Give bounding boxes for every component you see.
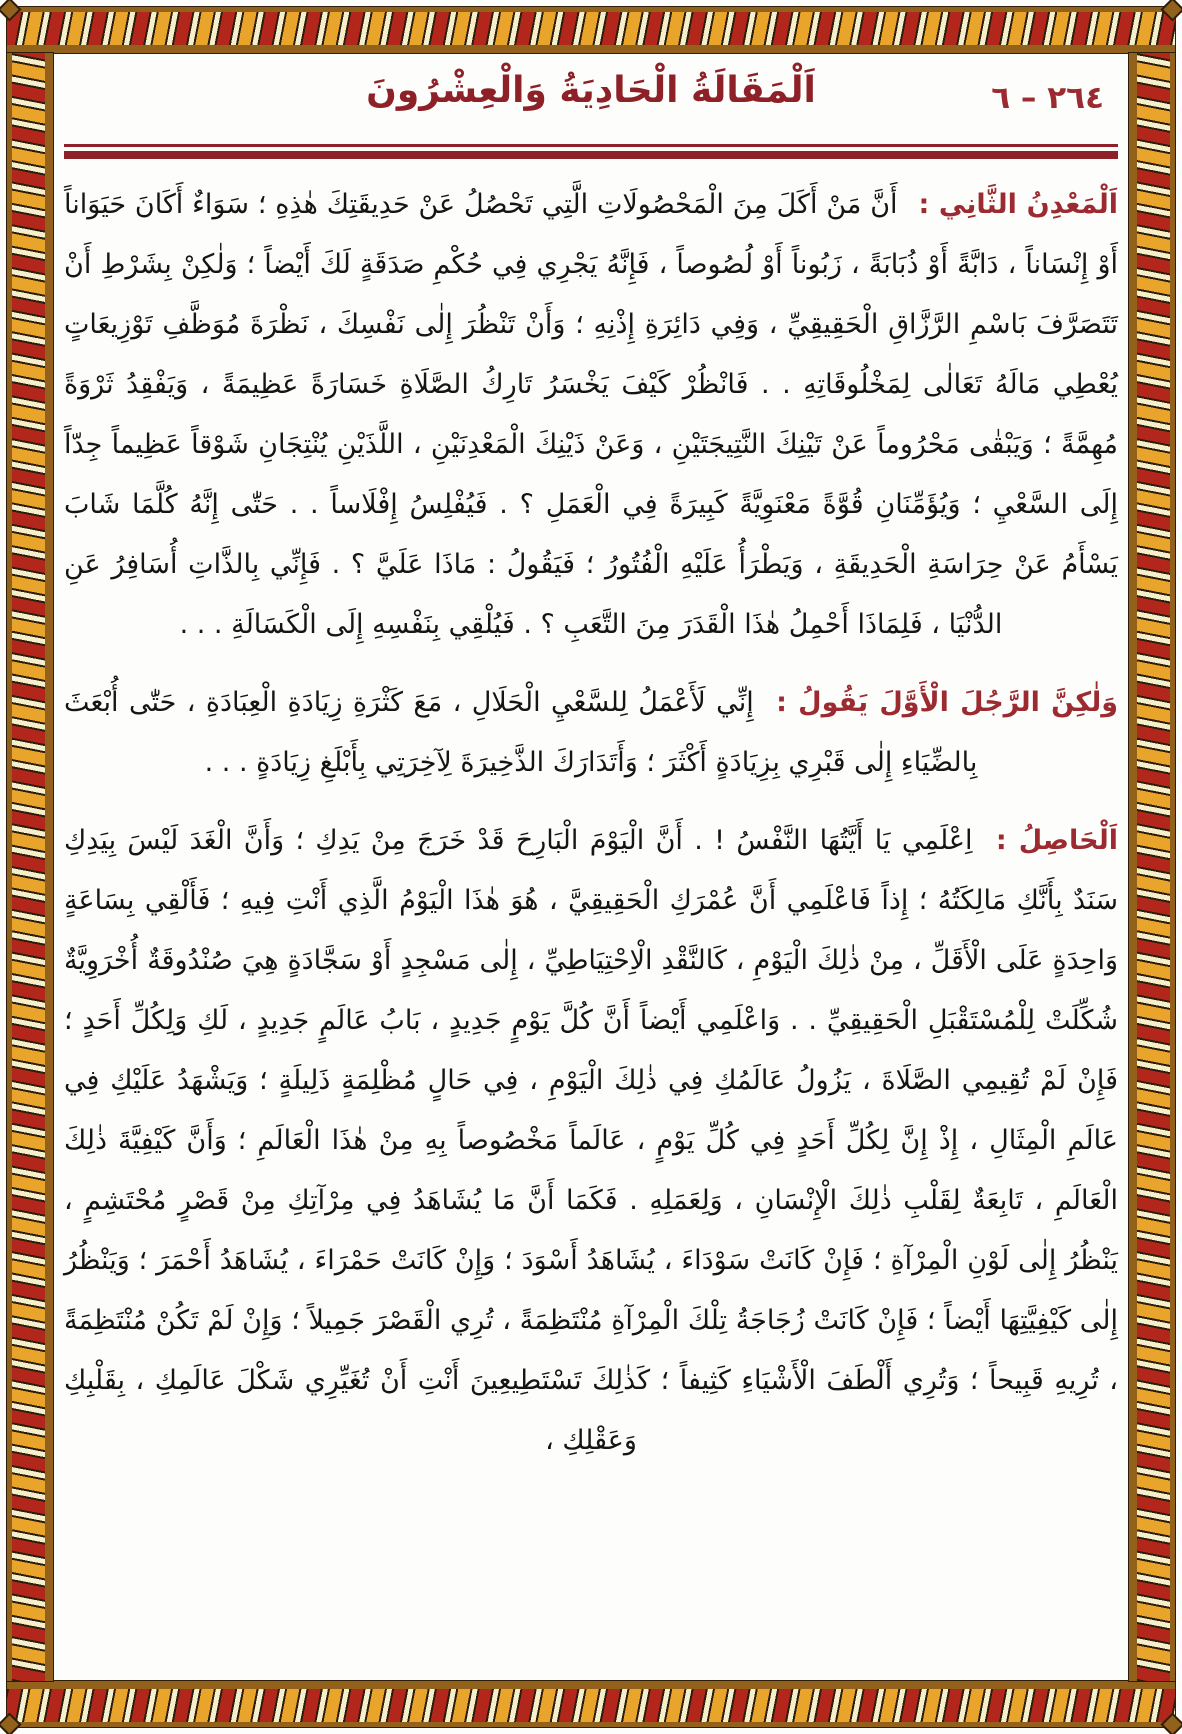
ornamental-border-left — [7, 53, 53, 1681]
paragraph-body: اِعْلَمِي يَا أَيَّتُهَا النَّفْسُ ! . أَنَّ الْيَوْمَ الْبَارِحَ قَدْ خَرَجَ مِنْ يَدِكِ ؛ وَأَنَّ الْغَدَ لَيْسَ بِيَدِكِ سَنَدٌ بِأَنَّكِ مَالِكَتُهُ ؛ إِذاً فَاعْلَمِي أَنَّ عُمْرَكِ الْحَقِيقِيَّ ، هُوَ هٰذَا الْيَوْمُ الَّذِي أَنْتِ فِيهِ ؛ فَأَلْقِي بِسَاعَةٍ وَاحِدَةٍ عَلَى الْأَقَلِّ ، مِنْ ذٰلِكَ الْيَوْمِ ، كَالنَّقْدِ الْاِحْتِيَاطِيِّ ، إِلٰى مَسْجِدٍ أَوْ سَجَّادَةٍ هِيَ صُنْدُوقَةٌ أُخْرَوِيَّةٌ شُكِّلَتْ لِلْمُسْتَقْبَلِ الْحَقِيقِيِّ . . وَاعْلَمِي أَيْضاً أَنَّ كُلَّ يَوْمٍ جَدِيدٍ ، بَابُ عَالَمٍ جَدِيدٍ ، لَكِ وَلِكُلِّ أَحَدٍ ؛ فَإِنْ لَمْ تُقِيمِي الصَّلَاةَ ، يَزُولُ عَالَمُكِ فِي ذٰلِكَ الْيَوْمِ ، فِي حَالٍ مُظْلِمَةٍ ذَلِيلَةٍ ؛ وَيَشْهَدُ عَلَيْكِ فِي عَالَمِ الْمِثَالِ ، إِذْ إِنَّ لِكُلِّ أَحَدٍ فِي كُلِّ يَوْمٍ ، عَالَماً مَخْصُوصاً بِهِ مِنْ هٰذَا الْعَالَمِ ؛ وَأَنَّ كَيْفِيَّةَ ذٰلِكَ الْعَالَمِ ، تَابِعَةٌ لِقَلْبِ ذٰلِكَ الْإِنْسَانِ ، وَلِعَمَلِهِ . فَكَمَا أَنَّ مَا يُشَاهَدُ فِي مِرْآتِكِ مِنْ قَصْرٍ مُحْتَشِمٍ ، يَنْظُرُ إِلٰى لَوْنِ الْمِرْآةِ ؛ فَإِنْ كَانَتْ سَوْدَاءَ ، يُشَاهَدُ أَسْوَدَ ؛ وَإِنْ كَانَتْ حَمْرَاءَ ، يُشَاهَدُ أَحْمَرَ ؛ وَيَنْظُرُ إِلٰى كَيْفِيَّتِهَا أَيْضاً ؛ فَإِنْ كَانَتْ زُجَاجَةُ تِلْكَ الْمِرْآةِ مُنْتَظِمَةً ، تُرِي الْقَصْرَ جَمِيلاً ؛ وَإِنْ لَمْ تَكُنْ مُنْتَظِمَةً ، تُرِيهِ قَبِيحاً ؛ وَتُرِي أَلْطَفَ الْأَشْيَاءِ كَثِيفاً ؛ كَذٰلِكَ تَسْتَطِيعِينَ أَنْتِ أَنْ تُغَيِّرِي شَكْلَ عَالَمِكِ ، بِقَلْبِكِ وَعَقْلِكِ ، — [64, 825, 1118, 1456]
paragraph-lead: اَلْحَاصِلُ : — [995, 825, 1118, 856]
page-number: ٢٦٤ – ٦ — [991, 80, 1104, 116]
paragraph-body: إِنِّي لَأَعْمَلُ لِلسَّعْيِ الْحَلَالِ ، مَعَ كَثْرَةِ زِيَادَةِ الْعِبَادَةِ ، حَتّٰى أُبْعَثَ بِالضِّيَاءِ إِلٰى قَبْرِي بِزِيَادَةٍ أَكْثَرَ ؛ وَأَتَدَارَكَ الذَّخِيرَةَ لِآخِرَتِي بِأَبْلَغِ زِيَادَةٍ . . . — [64, 687, 978, 778]
paragraph-body: أَنَّ مَنْ أَكَلَ مِنَ الْمَحْصُولَاتِ الَّتِي تَحْصُلُ عَنْ حَدِيقَتِكَ هٰذِهِ ؛ سَوَاءٌ أَكَانَ حَيَوَاناً أَوْ إِنْسَاناً ، دَابَّةً أَوْ ذُبَابَةً ، زَبُوناً أَوْ لُصُوصاً ، فَإِنَّهُ يَجْرِي فِي حُكْمِ صَدَقَةٍ لَكَ أَيْضاً ؛ وَلٰكِنْ بِشَرْطِ أَنْ تَتَصَرَّفَ بَاسْمِ الرَّزَّاقِ الْحَقِيقِيِّ ، وَفِي دَائِرَةِ إِذْنِهِ ؛ وَأَنْ تَنْظُرَ إِلٰى نَفْسِكَ ، نَظْرَةَ مُوَظَّفِ تَوْزِيعَاتٍ يُعْطِي مَالَهُ تَعَالٰى لِمَخْلُوقَاتِهِ . . فَانْظُرْ كَيْفَ يَخْسَرُ تَارِكُ الصَّلَاةِ خَسَارَةً عَظِيمَةً ، وَيَفْقِدُ ثَرْوَةً مُهِمَّةً ؛ وَيَبْقٰى مَحْرُوماً عَنْ تَيْنِكَ النَّتِيجَتَيْنِ ، وَعَنْ ذَيْنِكَ الْمَعْدِنَيْنِ ، اللَّذَيْنِ يُنْتِجَانِ شَوْقاً عَظِيماً جِدّاً إِلَى السَّعْيِ ؛ وَيُؤَمِّنَانِ قُوَّةً مَعْنَوِيَّةً كَبِيرَةً فِي الْعَمَلِ ؟ . فَيُفْلِسُ إِفْلَاساً . . حَتّٰى إِنَّهُ كُلَّمَا شَابَ يَسْأَمُ عَنْ حِرَاسَةِ الْحَدِيقَةِ ، وَيَطْرَأُ عَلَيْهِ الْفُتُورُ ؛ فَيَقُولُ : مَاذَا عَلَيَّ ؟ . فَإِنِّي بِالذَّاتِ أُسَافِرُ عَنِ الدُّنْيَا ، فَلِمَاذَا أَحْمِلُ هٰذَا الْقَدَرَ مِنَ التَّعَبِ ؟ . فَيُلْقِي بِنَفْسِهِ إِلَى الْكَسَالَةِ . . . — [64, 189, 1118, 640]
paragraph-lead: اَلْمَعْدِنُ الثَّانِي : — [918, 189, 1118, 220]
page-content — [64, 58, 1118, 1676]
header-rule — [64, 144, 1118, 159]
header-rule-thick-line — [64, 151, 1118, 159]
ornamental-border-right — [1129, 53, 1175, 1681]
ornamental-border-bottom — [7, 1681, 1175, 1727]
page-header — [64, 58, 1118, 144]
ornamental-border-top — [7, 7, 1175, 53]
page-title: اَلْمَقَالَةُ الْحَادِيَةُ وَالْعِشْرُونَ — [366, 70, 816, 111]
paragraph-second-mine — [64, 175, 1118, 655]
paragraph-lead: وَلٰكِنَّ الرَّجُلَ الْأَوَّلَ يَقُولُ : — [776, 687, 1119, 718]
paragraph-conclusion — [64, 811, 1118, 1471]
body-text — [64, 175, 1118, 1471]
paragraph-first-man-says — [64, 673, 1118, 793]
